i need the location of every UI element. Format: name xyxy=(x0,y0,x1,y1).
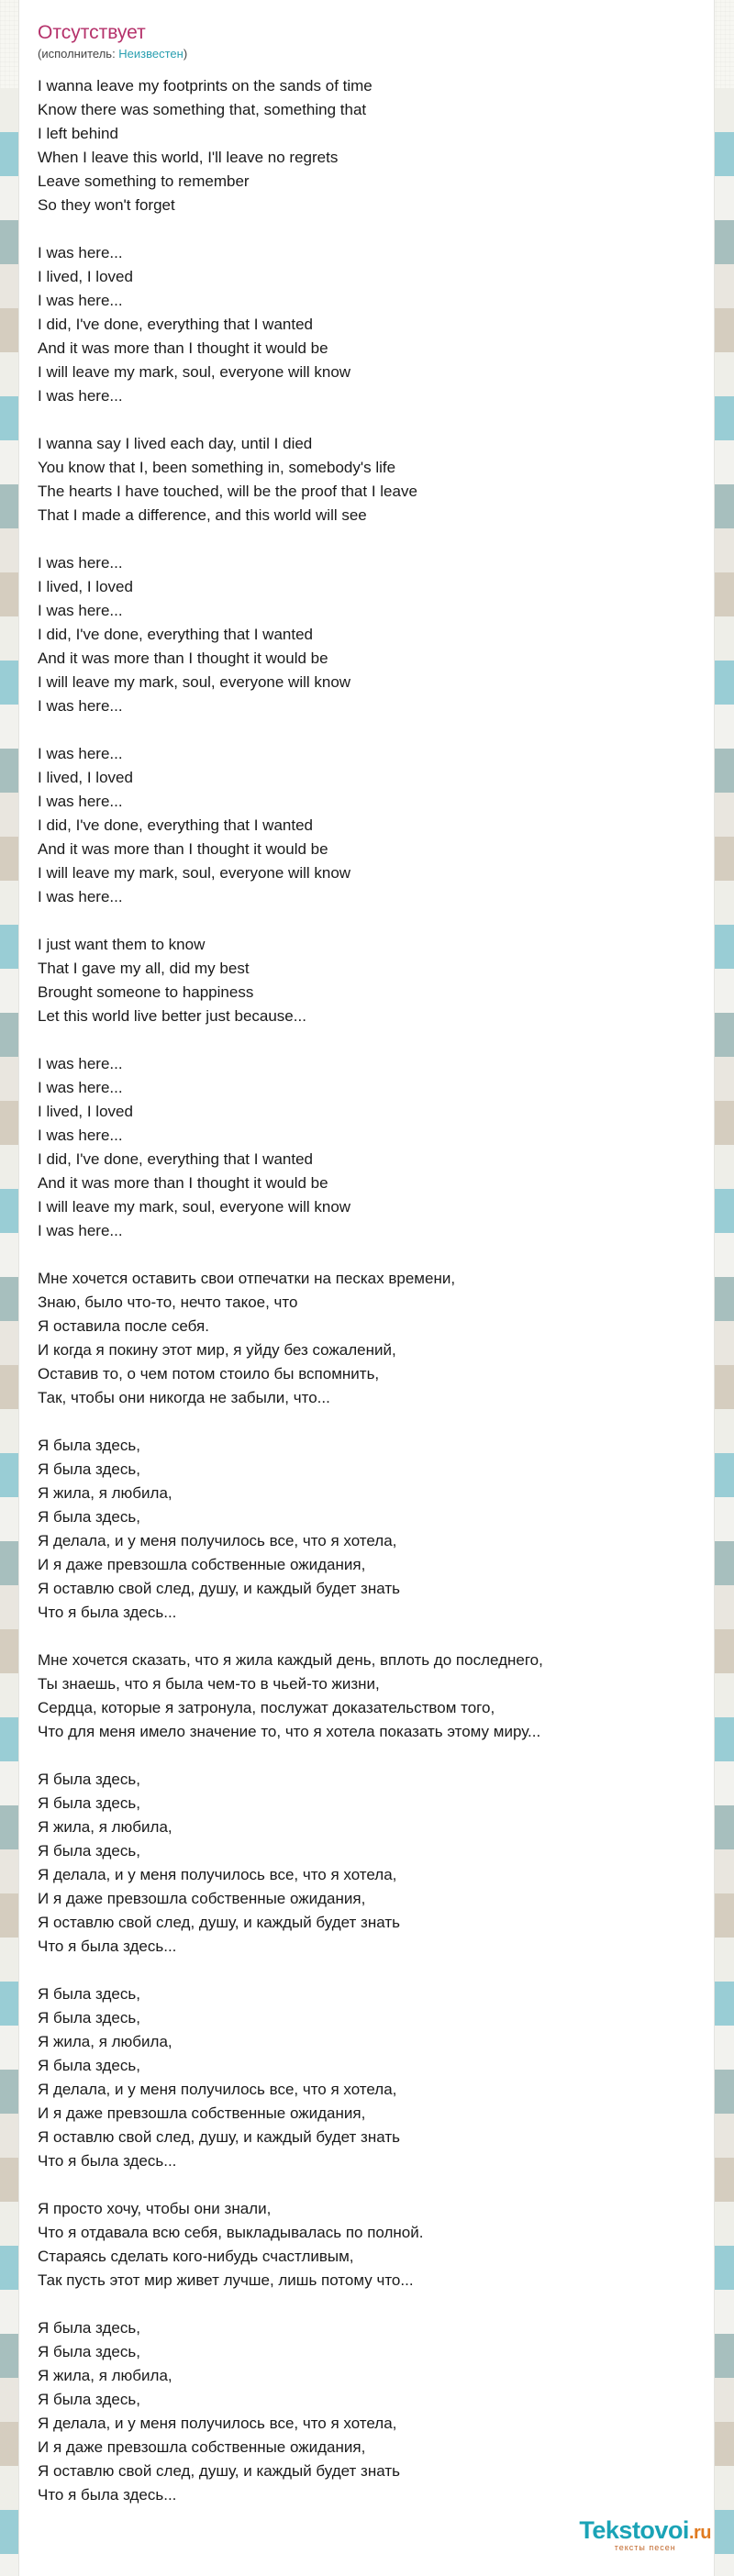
lyric-stanza xyxy=(38,1434,695,1625)
lyrics-card xyxy=(18,0,715,2576)
logo-wordmark xyxy=(579,2518,711,2543)
lyric-line: Я была здесь, xyxy=(38,1771,140,1788)
lyric-line: I was here... xyxy=(38,1079,123,1096)
lyric-line: Я оставлю свой след, душу, и каждый будет знать xyxy=(38,2128,400,2146)
lyric-line: Я была здесь, xyxy=(38,2057,140,2074)
lyric-line: Know there was something that, something that xyxy=(38,101,367,118)
lyric-line: Я жила, я любила, xyxy=(38,1484,172,1502)
site-logo[interactable] xyxy=(579,2518,711,2552)
lyric-line: Leave something to remember xyxy=(38,172,250,190)
lyrics-body xyxy=(19,67,714,2507)
lyric-line: I was here... xyxy=(38,244,123,261)
lyric-line: I was here... xyxy=(38,1055,123,1072)
lyric-stanza xyxy=(38,1982,695,2173)
lyric-line: Я была здесь, xyxy=(38,1842,140,1860)
lyric-stanza xyxy=(38,74,695,217)
lyric-line: Мне хочется оставить свои отпечатки на песках времени, xyxy=(38,1270,456,1287)
lyric-line: Что я была здесь... xyxy=(38,2152,177,2170)
lyric-line: I wanna leave my footprints on the sands of time xyxy=(38,77,373,94)
lyric-line: И когда я покину этот мир, я уйду без сожалений, xyxy=(38,1341,396,1359)
lyric-line: Я жила, я любила, xyxy=(38,2033,172,2050)
lyric-line: Мне хочется сказать, что я жила каждый день, вплоть до последнего, xyxy=(38,1651,543,1669)
lyric-line: Сердца, которые я затронула, послужат доказательством того, xyxy=(38,1699,495,1716)
artist-link[interactable]: Неизвестен xyxy=(118,47,184,61)
lyric-line: Я была здесь, xyxy=(38,2009,140,2026)
lyric-stanza xyxy=(38,1768,695,1959)
lyric-line: Я просто хочу, чтобы они знали, xyxy=(38,2200,272,2217)
lyric-stanza xyxy=(38,241,695,408)
lyric-line: I lived, I loved xyxy=(38,1103,133,1120)
lyric-line: And it was more than I thought it would be xyxy=(38,650,328,667)
lyric-line: Я делала, и у меня получилось все, что я хотела, xyxy=(38,2415,397,2432)
lyric-line: I was here... xyxy=(38,793,123,810)
lyric-line: That I made a difference, and this world will see xyxy=(38,506,367,524)
lyric-line: That I gave my all, did my best xyxy=(38,960,250,977)
lyric-line: I did, I've done, everything that I wanted xyxy=(38,316,313,333)
lyric-line: Я была здесь, xyxy=(38,2319,140,2337)
lyric-line: Так пусть этот мир живет лучше, лишь потому что... xyxy=(38,2271,414,2289)
lyric-line: When I leave this world, I'll leave no regrets xyxy=(38,149,339,166)
lyric-line: I just want them to know xyxy=(38,936,206,953)
lyric-stanza xyxy=(38,551,695,718)
lyric-line: I will leave my mark, soul, everyone will know xyxy=(38,363,351,381)
lyric-line: I left behind xyxy=(38,125,118,142)
lyric-line: Я делала, и у меня получилось все, что я хотела, xyxy=(38,2081,397,2098)
lyric-line: Что для меня имело значение то, что я хотела показать этому миру... xyxy=(38,1723,541,1740)
lyric-line: Brought someone to happiness xyxy=(38,983,254,1001)
lyric-line: And it was more than I thought it would be xyxy=(38,1174,328,1192)
lyric-line: Я была здесь, xyxy=(38,1460,140,1478)
lyric-line: So they won't forget xyxy=(38,196,175,214)
lyric-line: I wanna say I lived each day, until I died xyxy=(38,435,313,452)
lyric-line: Что я была здесь... xyxy=(38,1938,177,1955)
lyric-line: I lived, I loved xyxy=(38,268,133,285)
lyric-line: Что я была здесь... xyxy=(38,2486,177,2504)
lyric-stanza xyxy=(38,933,695,1028)
lyric-line: Я оставлю свой след, душу, и каждый будет знать xyxy=(38,2462,400,2480)
lyric-line: I was here... xyxy=(38,1222,123,1239)
lyric-line: You know that I, been something in, somebody's life xyxy=(38,459,396,476)
lyric-line: I did, I've done, everything that I wanted xyxy=(38,626,313,643)
lyric-line: I was here... xyxy=(38,292,123,309)
lyric-line: Стараясь сделать кого-нибудь счастливым, xyxy=(38,2248,354,2265)
lyric-line: Ты знаешь, что я была чем-то в чьей-то жизни, xyxy=(38,1675,380,1693)
lyric-line: I will leave my mark, soul, everyone will know xyxy=(38,1198,351,1216)
lyric-line: Я оставлю свой след, душу, и каждый будет знать xyxy=(38,1914,400,1931)
lyric-line: I was here... xyxy=(38,602,123,619)
lyric-line: Я делала, и у меня получилось все, что я хотела, xyxy=(38,1866,397,1883)
lyric-line: Я была здесь, xyxy=(38,1508,140,1526)
lyric-line: Я жила, я любила, xyxy=(38,1818,172,1836)
lyric-line: Я была здесь, xyxy=(38,1437,140,1454)
lyric-line: I lived, I loved xyxy=(38,578,133,595)
song-header xyxy=(19,0,714,67)
lyric-stanza xyxy=(38,1267,695,1410)
lyric-line: Что я отдавала всю себя, выкладывалась по полной. xyxy=(38,2224,424,2241)
lyric-line: Я была здесь, xyxy=(38,2391,140,2408)
lyric-line: Я была здесь, xyxy=(38,1985,140,2003)
lyric-stanza xyxy=(38,2316,695,2507)
lyric-line: Что я была здесь... xyxy=(38,1604,177,1621)
logo-tld: .ru xyxy=(688,2523,711,2543)
lyric-line: Знаю, было что-то, нечто такое, что xyxy=(38,1294,298,1311)
lyric-line: I was here... xyxy=(38,1127,123,1144)
lyric-line: And it was more than I thought it would be xyxy=(38,840,328,858)
song-title: Отсутствует xyxy=(38,22,146,43)
lyric-line: And it was more than I thought it would be xyxy=(38,339,328,357)
lyric-line: I was here... xyxy=(38,554,123,572)
lyric-stanza xyxy=(38,742,695,909)
lyric-line: I will leave my mark, soul, everyone will know xyxy=(38,673,351,691)
lyric-line: I will leave my mark, soul, everyone will know xyxy=(38,864,351,882)
lyric-line: I did, I've done, everything that I wanted xyxy=(38,1150,313,1168)
lyric-line: I was here... xyxy=(38,387,123,405)
lyric-line: Я оставила после себя. xyxy=(38,1317,209,1335)
lyric-line: Я жила, я любила, xyxy=(38,2367,172,2384)
lyric-line: Я оставлю свой след, душу, и каждый будет знать xyxy=(38,1580,400,1597)
lyric-line: I was here... xyxy=(38,888,123,905)
lyric-line: I was here... xyxy=(38,745,123,762)
lyric-line: И я даже превзошла собственные ожидания, xyxy=(38,1890,366,1907)
lyric-line: И я даже превзошла собственные ожидания, xyxy=(38,2438,366,2456)
lyric-line: Let this world live better just because... xyxy=(38,1007,306,1025)
lyric-line: Оставив то, о чем потом стоило бы вспомнить, xyxy=(38,1365,380,1382)
lyric-stanza xyxy=(38,1052,695,1243)
lyric-line: Я была здесь, xyxy=(38,1794,140,1812)
lyric-stanza xyxy=(38,1649,695,1744)
lyric-line: I was here... xyxy=(38,697,123,715)
lyric-line: I lived, I loved xyxy=(38,769,133,786)
lyric-line: The hearts I have touched, will be the proof that I leave xyxy=(38,483,417,500)
lyric-line: И я даже превзошла собственные ожидания, xyxy=(38,1556,366,1573)
artist-line xyxy=(38,47,695,61)
lyric-stanza xyxy=(38,2197,695,2293)
logo-name: Tekstovoi xyxy=(579,2516,689,2544)
artist-suffix: ) xyxy=(183,47,188,61)
artist-prefix: (исполнитель: xyxy=(38,47,119,61)
lyric-line: Я была здесь, xyxy=(38,2343,140,2360)
lyric-line: И я даже превзошла собственные ожидания, xyxy=(38,2104,366,2122)
lyric-line: Я делала, и у меня получилось все, что я хотела, xyxy=(38,1532,397,1549)
logo-tagline: тексты песен xyxy=(614,2543,676,2552)
lyric-line: Так, чтобы они никогда не забыли, что... xyxy=(38,1389,330,1406)
lyric-line: I did, I've done, everything that I wanted xyxy=(38,816,313,834)
lyric-stanza xyxy=(38,432,695,527)
